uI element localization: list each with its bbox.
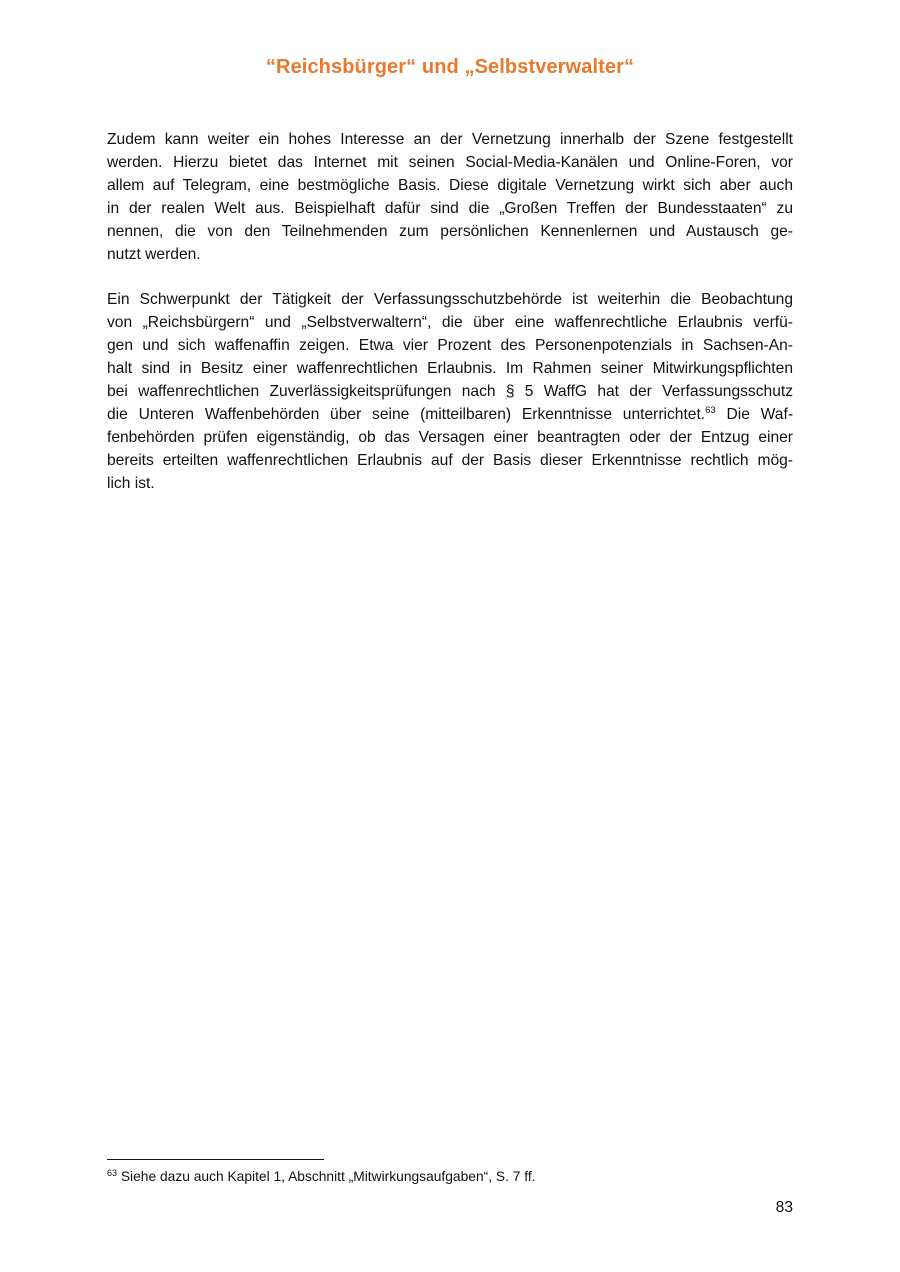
text-line: in der realen Welt aus. Beispielhaft dafür sind die „Großen Treffen der Bundesstaaten“ zu	[107, 200, 793, 217]
text-line: gen und sich waffenaffin zeigen. Etwa vier Prozent des Personenpotenzials in Sachsen-An-	[107, 337, 793, 354]
footnote-number: 63	[107, 1168, 118, 1178]
text-line: lich ist.	[107, 475, 155, 492]
page-title: “Reichsbürger“ und „Selbstverwalter“	[265, 56, 635, 78]
text-segment: die Unteren Waffenbehörden über seine (mitteilbaren) Erkenntnisse unterrichtet.	[107, 406, 706, 423]
text-line: von „Reichsbürgern“ und „Selbstverwaltern“, die über eine waffenrechtliche Erlaubnis verfü-	[107, 314, 793, 331]
text-line: allem auf Telegram, eine bestmögliche Basis. Diese digitale Vernetzung wirkt sich aber auch	[107, 177, 793, 194]
paragraph-weapons-permits	[107, 288, 793, 495]
text-segment: Die Waf-	[715, 406, 794, 423]
text-line: nutzt werden.	[107, 246, 201, 263]
footnote-divider	[107, 1159, 324, 1160]
paragraph-networking	[107, 128, 793, 266]
footnote-reference[interactable]: 63	[705, 405, 716, 416]
text-line: Ein Schwerpunkt der Tätigkeit der Verfassungsschutzbehörde ist weiterhin die Beobachtung	[107, 291, 793, 308]
text-line-with-footnote	[107, 403, 793, 426]
footnote	[107, 1167, 807, 1187]
text-line: nennen, die von den Teilnehmenden zum persönlichen Kennenlernen und Austausch ge-	[107, 223, 793, 240]
footnote-text: Siehe dazu auch Kapitel 1, Abschnitt „Mitwirkungsaufgaben“, S. 7 ff.	[117, 1169, 536, 1184]
page-number: 83	[775, 1199, 793, 1216]
text-line: halt sind in Besitz einer waffenrechtlichen Erlaubnis. Im Rahmen seiner Mitwirkungspflichten	[107, 360, 793, 377]
text-line: bereits erteilten waffenrechtlichen Erlaubnis auf der Basis dieser Erkenntnisse rechtlich mög-	[107, 452, 793, 469]
text-line: bei waffenrechtlichen Zuverlässigkeitsprüfungen nach § 5 WaffG hat der Verfassungsschutz	[107, 383, 793, 400]
text-line: fenbehörden prüfen eigenständig, ob das Versagen einer beantragten oder der Entzug einer	[107, 429, 793, 446]
text-line: werden. Hierzu bietet das Internet mit seinen Social-Media-Kanälen und Online-Foren, vor	[107, 154, 793, 171]
text-line: Zudem kann weiter ein hohes Interesse an der Vernetzung innerhalb der Szene festgestellt	[107, 131, 793, 148]
